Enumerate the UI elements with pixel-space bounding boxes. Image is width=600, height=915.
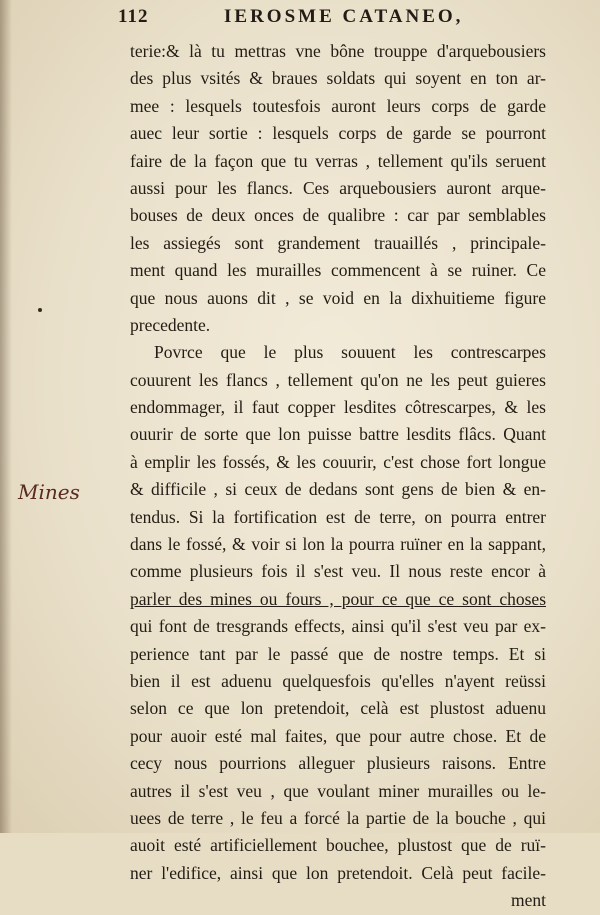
text-line: ner l'edifice, ainsi que lon pretendoit. Celà peut facile- (130, 862, 546, 883)
text-line: des plus vsités & braues soldats qui soyent en ton ar- (130, 68, 546, 89)
text-line: que nous auons dit , se void en la dixhuitieme figure (130, 287, 546, 308)
text-line: bien il est aduenu quelquesfois qu'elles n'ayent reüssi (130, 670, 546, 691)
text-line: dans le fossé, & voir si lon la pourra ruïner en la sappant, (130, 534, 546, 555)
page-number: 112 (118, 6, 149, 27)
margin-dot (38, 308, 42, 312)
text-line: qui font de tresgrands effects, ainsi qu'il s'est veu par ex- (130, 616, 546, 637)
text-line: autres il s'est veu , que voulant miner murailles ou le- (130, 780, 546, 801)
text-line: terie:& là tu mettras vne bône trouppe d'arquebousiers (130, 41, 546, 61)
running-title: IEROSME CATANEO, (224, 6, 464, 27)
text-line: couurent les flancs , tellement qu'on ne les peut guieres (130, 369, 546, 390)
text-line: à emplir les fossés, & les couurir, c'est chose fort longue (130, 451, 546, 472)
text-line: cecy nous pourrions alleguer plusieurs raisons. Entre (130, 753, 546, 774)
text-line: pour auoir esté mal faites, que pour autre chose. Et de (130, 725, 546, 746)
text-line: Povrce que le plus souuent les contrescarpes (154, 342, 546, 363)
gutter-shadow (0, 0, 12, 833)
catchword: ment (511, 890, 546, 911)
text-line-underlined: parler des mines ou fours , pour ce que ce sont choses (130, 588, 546, 609)
text-line: les assiegés sont grandement trauaillés , principale- (130, 232, 546, 253)
body-text (130, 38, 546, 915)
text-line: precedente. (130, 314, 211, 335)
text-line: perience tant par le passé que de nostre temps. Et si (130, 643, 546, 664)
text-line: auec leur sortie : lesquels corps de garde se pourront (130, 123, 546, 144)
text-line: tendus. Si la fortification est de terre, on pourra entrer (130, 506, 546, 527)
text-line: bouses de deux onces de qualibre : car par semblables (130, 205, 546, 226)
text-line: faire de la façon que tu verras , tellement qu'ils seruent (130, 150, 546, 171)
text-line: & difficile , si ceux de dedans sont gens de bien & en- (130, 479, 546, 500)
margin-note-handwritten: Mines (18, 480, 80, 504)
text-line: selon ce que lon pretendoit, celà est plustost aduenu (130, 698, 546, 719)
text-line: mee : lesquels toutesfois auront leurs corps de garde (130, 95, 546, 116)
text-line: ouurir de sorte que lon puisse battre lesdits flâcs. Quant (130, 424, 546, 445)
page-header (118, 6, 558, 32)
text-line: comme plusieurs fois il s'est veu. Il nous reste encor à (130, 561, 546, 582)
text-line: endommager, il faut copper lesdites côtrescarpes, & les (130, 397, 546, 418)
text-line: aussi pour les flancs. Ces arquebousiers auront arque- (130, 177, 546, 198)
text-line: ment quand les murailles commencent à se ruiner. Ce (130, 260, 546, 281)
text-line: auoit esté artificiellement bouchee, plustost que de ruï- (130, 835, 546, 856)
text-line: uees de terre , le feu a forcé la partie de la bouche , qui (130, 807, 546, 828)
